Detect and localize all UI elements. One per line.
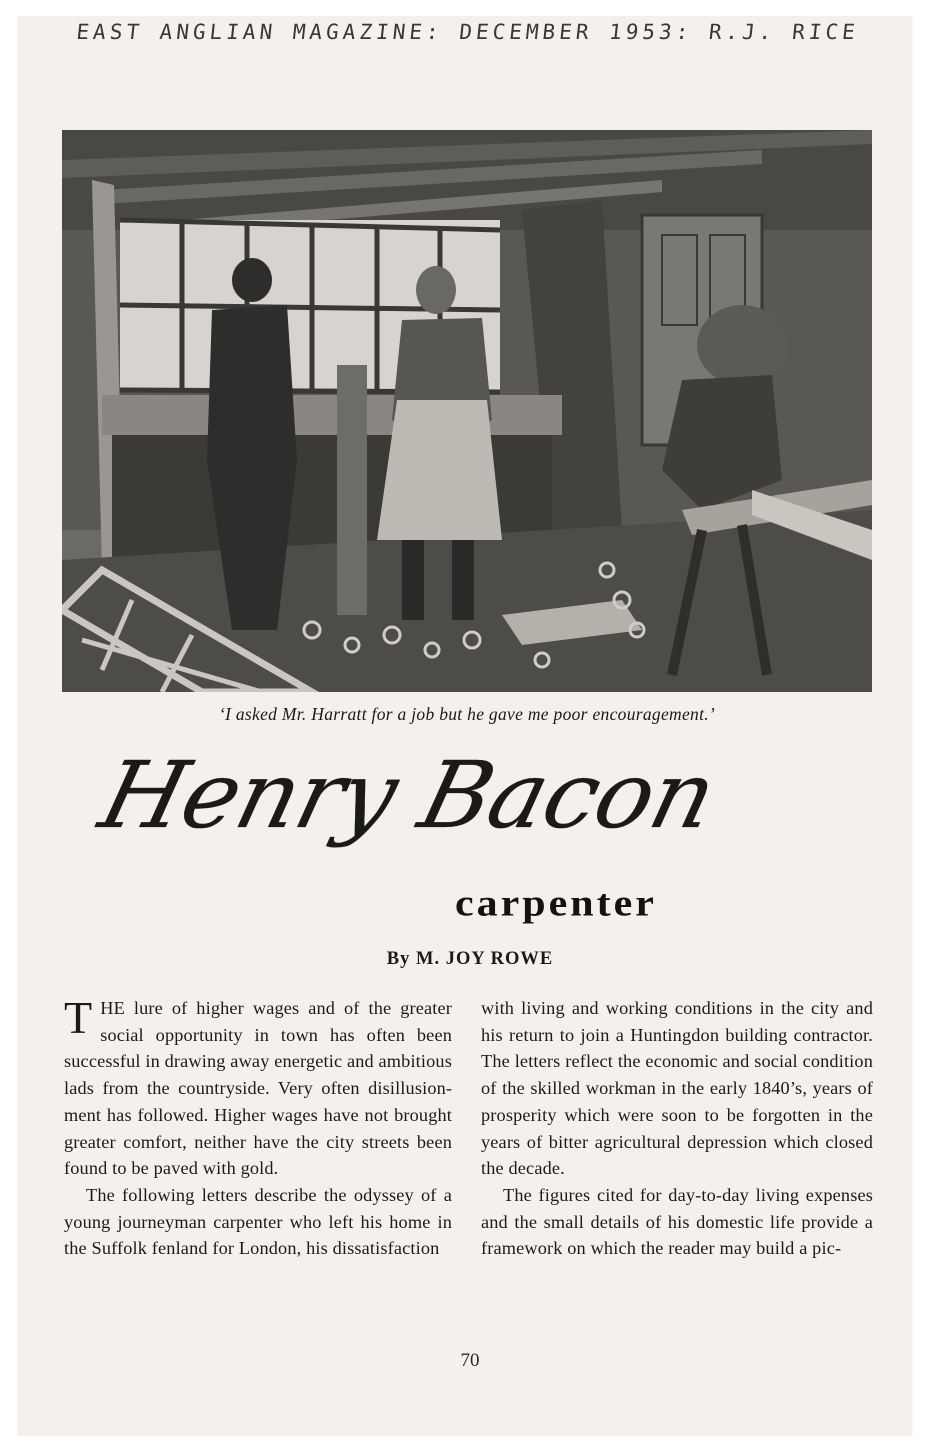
article-subtitle: carpenter [455, 883, 657, 925]
paragraph-1-text: HE lure of higher wages and of the greater social opportunity in town has often been successful in drawing away energetic and ambitious lads from the countryside. Very often disillusionment has followed. Higher wages have not brought greater comfort, neither have the city streets been found to be paved with gold. [64, 998, 452, 1179]
text-column-right [481, 995, 873, 1262]
handwritten-annotation: EAST ANGLIAN MAGAZINE: DECEMBER 1953: R.J. RICE [75, 20, 861, 44]
paragraph-1 [64, 992, 452, 1182]
author-byline: By M. JOY ROWE [386, 949, 554, 969]
illustration-caption: ‘I asked Mr. Harratt for a job but he gave me poor encouragement.’ [218, 704, 716, 724]
paragraph-4: The figures cited for day-to-day living expenses and the small details of his domestic life provide a framework on which the reader may build a pic- [481, 1184, 873, 1259]
page-number: 70 [460, 1350, 480, 1371]
illustration-drawing [62, 130, 872, 692]
article-title: Henry Bacon [90, 742, 726, 849]
drop-cap: T [64, 992, 93, 1043]
paragraph-2: The following letters describe the odyssey of a young journeyman carpenter who left his home in the Suffolk fenland for London, his dissatisfaction [64, 1184, 452, 1259]
paragraph-3: with living and working conditions in the city and his return to join a Huntingdon building contractor. The letters reflect the economic and social condition of the skilled workman in the early 1840’s, years of prosperity which were soon to be forgotten in the years of bitter agricultural depression which closed the decade. [481, 998, 873, 1179]
text-column-left [64, 992, 452, 1262]
workshop-illustration [62, 130, 872, 692]
